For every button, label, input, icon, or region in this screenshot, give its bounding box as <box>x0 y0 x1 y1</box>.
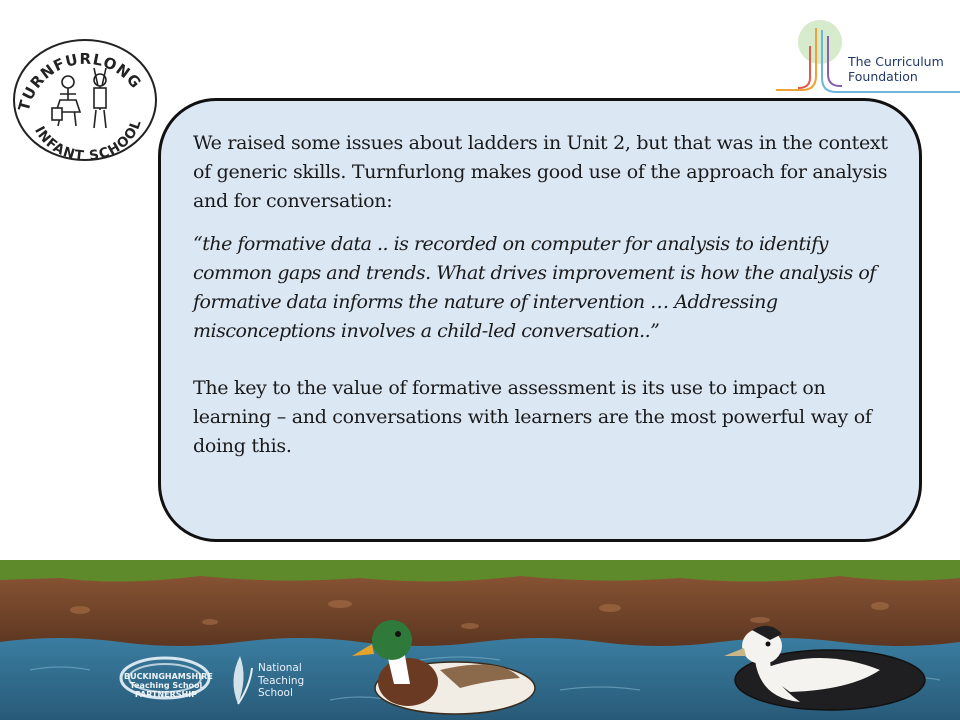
buckinghamshire-teaching-school-logo <box>116 652 214 704</box>
soil-band <box>0 570 960 650</box>
leaf-icon <box>222 650 256 710</box>
bts-logo-text: BUCKINGHAMSHIRE Teaching School PARTNERSHIP <box>124 672 213 699</box>
nts-logo-text: National Teaching School <box>258 662 305 699</box>
school-name-bottom: INFANT SCHOOL <box>31 117 146 163</box>
text-panel <box>158 98 922 542</box>
foundation-name: The Curriculum Foundation <box>848 54 944 84</box>
conclusion-paragraph: The key to the value of formative assessment is its use to impact on learning – and conversations with learners are the most powerful way of doing this. <box>193 377 872 457</box>
school-logo <box>10 38 160 163</box>
curriculum-foundation-logo <box>772 16 960 96</box>
grass-strip <box>0 560 960 582</box>
quote-paragraph: “the formative data .. is recorded on computer for analysis to identify common gaps and trends. What drives improvement is how the analysis of formative data informs the nature of intervention … Addressing misconceptions involves a child-led conversation..” <box>193 233 876 342</box>
school-name-top: TURNFURLONG <box>14 49 146 114</box>
intro-paragraph: We raised some issues about ladders in Unit 2, but that was in the context of generic skills. Turnfurlong makes good use of the approach for analysis and for conversation: <box>193 132 888 212</box>
national-teaching-school-logo <box>222 650 332 710</box>
